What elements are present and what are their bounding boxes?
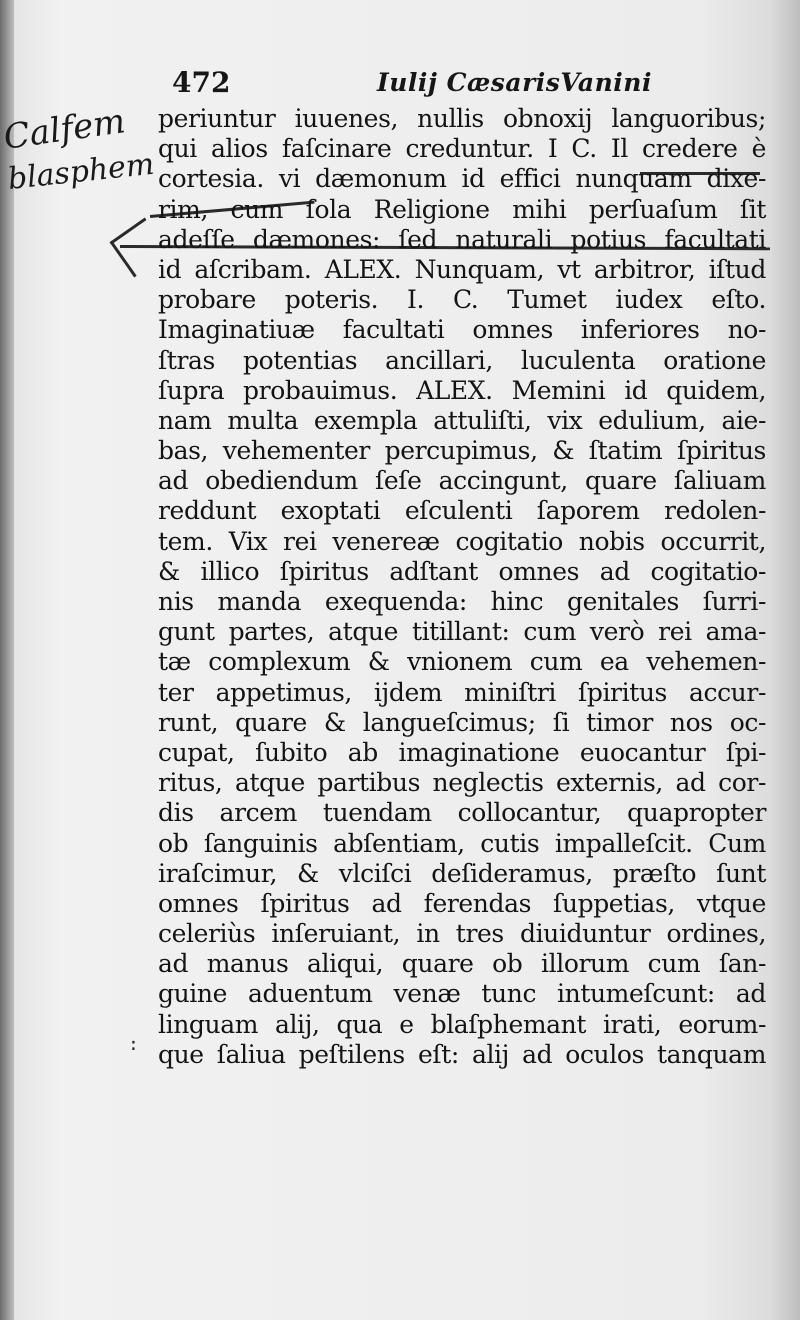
- text-line: tem. Vix rei venereæ cogitatio nobis occurrit,: [158, 526, 766, 556]
- text-line: bas, vehementer percupimus, & ſtatim ſpiritus: [158, 436, 766, 466]
- text-line: periuntur iuuenes, nullis obnoxij languoribus;: [158, 104, 766, 133]
- margin-mark: :: [128, 1034, 139, 1055]
- text-line: ob ſanguinis abſentiam, cutis impalleſcit. Cum: [158, 828, 766, 858]
- text-line: omnes ſpiritus ad ferendas ſuppetias, vtque: [158, 888, 766, 918]
- body-text: [158, 104, 766, 1070]
- running-head: Iulij CæsarisVanini: [377, 68, 652, 97]
- text-line: adeſſe dæmones: ſed naturali potius facultati: [158, 224, 766, 254]
- handwritten-margin-note-2: blasphem: [6, 146, 156, 197]
- text-line: tæ complexum & vnionem cum ea vehemen-: [158, 647, 766, 677]
- page-gutter-shadow: [0, 0, 14, 1320]
- text-line: linguam alij, qua e blaſphemant irati, eorum-: [158, 1009, 766, 1039]
- text-line: id aſcribam. ALEX. Nunquam, vt arbitror, iſtud: [158, 254, 766, 284]
- text-line: iraſcimur, & vlciſci deſideramus, præſto ſunt: [158, 858, 766, 888]
- text-line: ſtras potentias ancillari, luculenta oratione: [158, 345, 766, 375]
- text-line: dis arcem tuendam collocantur, quapropter: [158, 798, 766, 828]
- text-line: ad obediendum ſeſe accingunt, quare ſaliuam: [158, 466, 766, 496]
- handwritten-margin-note-1: Calfem: [1, 101, 128, 158]
- text-line: cortesia. vi dæmonum id effici nunquam dixe-: [158, 164, 766, 194]
- text-line: rim, cum ſola Religione mihi perſuaſum ſit: [158, 194, 766, 224]
- text-line: ter appetimus, ijdem miniſtri ſpiritus accur-: [158, 677, 766, 707]
- text-line: cupat, ſubito ab imaginatione euocantur ſpi-: [158, 737, 766, 767]
- text-line: nis manda exequenda: hinc genitales ſurri-: [158, 587, 766, 616]
- text-line: ſupra probauimus. ALEX. Memini id quidem,: [158, 375, 766, 405]
- text-line: gunt partes, atque titillant: cum verò rei ama-: [158, 617, 766, 647]
- text-line: & illico ſpiritus adſtant omnes ad cogitatio-: [158, 556, 766, 586]
- text-line: celeriùs inſeruiant, in tres diuiduntur ordines,: [158, 919, 766, 949]
- text-line: Imaginatiuæ facultati omnes inferiores no-: [158, 315, 766, 345]
- text-line: ad manus aliqui, quare ob illorum cum ſan-: [158, 949, 766, 979]
- text-line: guine aduentum venæ tunc intumeſcunt: ad: [158, 979, 766, 1009]
- page-number: 472: [172, 66, 231, 99]
- page-header: [172, 66, 772, 106]
- text-line: reddunt exoptati eſculenti ſaporem redolen-: [158, 496, 766, 526]
- text-line: ritus, atque partibus neglectis externis, ad cor-: [158, 768, 766, 798]
- text-line: runt, quare & langueſcimus; ſi timor nos oc-: [158, 707, 766, 737]
- text-line: que ſaliua peſtilens eſt: alij ad oculos tanquam: [158, 1039, 766, 1069]
- text-line: nam multa exempla attuliſti, vix edulium, aie-: [158, 405, 766, 435]
- text-line: qui alios faſcinare creduntur. I C. Il credere è: [158, 134, 766, 164]
- text-line: probare poteris. I. C. Tumet iudex eſto.: [158, 285, 766, 315]
